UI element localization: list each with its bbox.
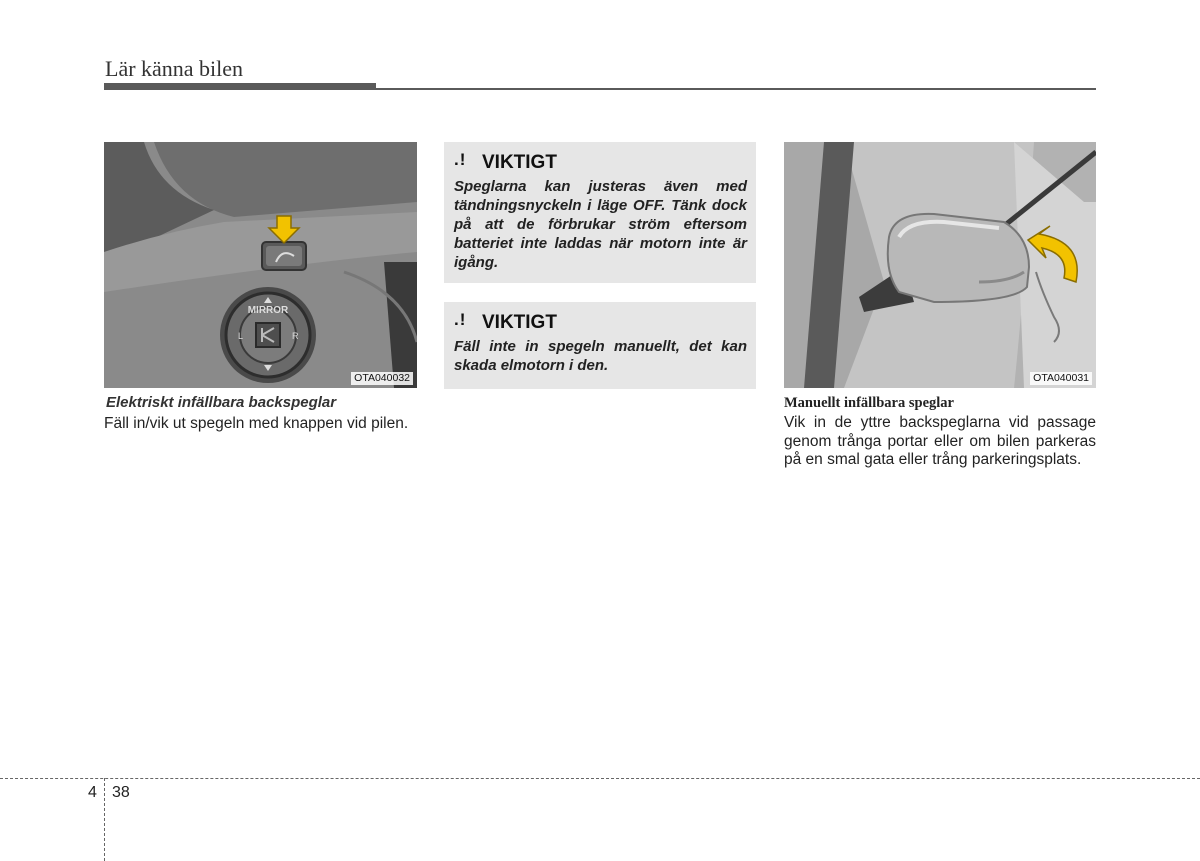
- figure-code: OTA040031: [1030, 372, 1092, 385]
- warning-box: [444, 302, 756, 389]
- page-header-title: Lär känna bilen: [105, 56, 244, 81]
- footer-vertical-dashed-rule: [104, 778, 105, 861]
- warning-text: Fäll inte in spegeln manuellt, det kan skada elmotorn i den.: [454, 338, 747, 374]
- mirror-switch-illustration: [104, 142, 417, 388]
- header-rule-thin: [376, 88, 1096, 90]
- warning-title: VIKTIGT: [482, 152, 557, 173]
- chapter-number: 4: [88, 784, 97, 801]
- manual-mirror-illustration: [784, 142, 1096, 388]
- warning-text: Speglarna kan justeras även med tändningsnyckeln i läge OFF. Tänk dock på att de förbrukar ström eftersom batteriet inte laddas när motorn inte är igång.: [454, 178, 747, 271]
- mirror-switch-figure: [104, 142, 417, 388]
- switch-mirror-label: MIRROR: [247, 305, 289, 316]
- switch-right-mark: R: [292, 331, 299, 341]
- figure-code: OTA040032: [351, 372, 413, 385]
- warning-exclamation-icon: .!: [454, 310, 467, 329]
- footer-dashed-rule: [0, 778, 1200, 779]
- right-body-text: Vik in de yttre backspeglarna vid passage genom trånga portar eller om bilen parkeras på en smal gata eller trång parkeringsplats.: [784, 414, 1096, 468]
- page-number: 38: [112, 784, 130, 801]
- switch-left-mark: L: [238, 331, 244, 341]
- header-rule-thick: [104, 83, 376, 90]
- manual-mirror-figure: [784, 142, 1096, 388]
- left-body-text: Fäll in/vik ut spegeln med knappen vid pilen.: [104, 415, 409, 432]
- right-caption: Manuellt infällbara speglar: [784, 395, 954, 411]
- warning-box: [444, 142, 756, 283]
- left-caption: Elektriskt infällbara backspeglar: [106, 394, 337, 411]
- warning-title: VIKTIGT: [482, 312, 557, 333]
- warning-exclamation-icon: .!: [454, 150, 467, 169]
